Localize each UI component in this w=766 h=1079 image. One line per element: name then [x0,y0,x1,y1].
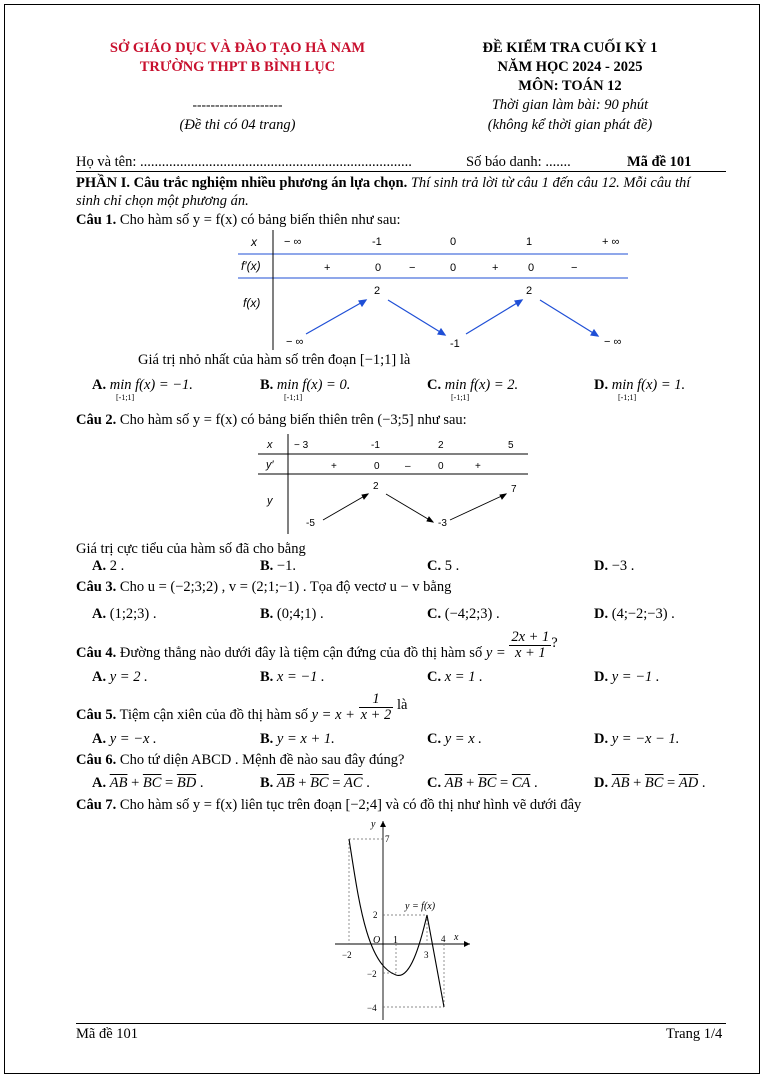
q2-stem: Câu 2. Cho hàm số y = f(x) có bảng biến thiên trên (−3;5] như sau: [76,412,467,428]
q5-option-d[interactable]: D. y = −x − 1. [594,731,680,747]
q7-x-tick: 1 [393,935,398,946]
q2-x-value: 5 [508,440,514,451]
q4-option-c[interactable]: C. x = 1 . [427,669,483,685]
q1-f-value: 2 [374,285,381,297]
q1-f-value: − ∞ [286,336,304,348]
q2-option-a[interactable]: A. 2 . [92,558,125,574]
school-name: TRƯỜNG THPT B BÌNH LỤC [139,59,336,75]
q2-option-b[interactable]: B. −1. [260,558,296,574]
q3-option-a[interactable]: A. (1;2;3) . [92,606,157,622]
q2-y-value: 7 [511,484,517,495]
q1-option-a[interactable]: A. min f(x) = −1. [92,377,193,393]
q7-y-tick: 2 [373,910,378,920]
q6-option-c[interactable]: C. $\overline{AB} + \overline{BC} = \overline{CA}$ . [427,775,538,791]
q1-x-value: -1 [372,236,382,248]
q1-x-value: + ∞ [602,236,620,248]
q1-sign: 0 [375,262,382,274]
q7-stem: Câu 7. Cho hàm số y = f(x) liên tục trên đoạn [−2;4] và có đồ thị như hình vẽ dưới đây [76,797,582,813]
q7-y-tick: 7 [385,834,390,844]
q6-option-d[interactable]: D. $\overline{AB} + \overline{BC} = \overline{AD}$ . [594,775,706,791]
exam-title: ĐỀ KIỂM TRA CUỐI KỲ 1 [482,40,658,56]
q1-x-value: − ∞ [284,236,302,248]
q1-variation-table [238,230,633,350]
q2-sign: + [475,461,481,472]
q1-f-value: -1 [450,338,460,350]
q6-option-a[interactable]: A. $\overline{AB} + \overline{BC} = \overline{BD}$ . [92,775,204,791]
q1-f-value: 2 [526,285,533,297]
q1-option-c-sub: [-1;1] [451,393,470,402]
q2-option-d[interactable]: D. −3 . [594,558,635,574]
q1-x-value: 0 [450,236,457,248]
q1-f-label: f(x) [243,296,261,310]
q7-curve [349,839,444,1007]
q2-y-value: -3 [438,518,447,529]
q2-x-value: 2 [438,440,444,451]
student-id-field: Số báo danh: ....... [466,154,571,170]
q2-y-value: 2 [373,481,379,492]
subject: MÔN: TOÁN 12 [518,78,622,94]
part1-line2: sinh chỉ chọn một phương án. [76,193,249,209]
q5-option-c[interactable]: C. y = x . [427,731,482,747]
q4-option-d[interactable]: D. y = −1 . [594,669,660,685]
q7-y-axis-label: y [371,819,376,830]
q1-option-c[interactable]: C. min f(x) = 2. [427,377,519,393]
q5-option-b[interactable]: B. y = x + 1. [260,731,335,747]
q2-sign: 0 [438,461,444,472]
q2-x-value: -1 [371,440,380,451]
q1-option-b-sub: [-1;1] [284,393,303,402]
footer-code: Mã đề 101 [76,1026,139,1042]
q1-sign: 0 [528,262,535,274]
q2-x-label: x [267,439,273,451]
exam-code: Mã đề 101 [627,154,692,170]
q2-x-value: − 3 [294,440,309,451]
q4-option-b[interactable]: B. x = −1 . [260,669,325,685]
q1-option-b[interactable]: B. min f(x) = 0. [260,377,351,393]
q1-option-d-sub: [-1;1] [618,393,637,402]
part1-line1: PHẦN I. Câu trắc nghiệm nhiều phương án lựa chọn. Thí sinh trả lời từ câu 1 đến câu 12. Mỗi câu thí [76,175,691,191]
pages-note: (Đề thi có 04 trang) [179,117,296,133]
q1-stem: Câu 1. Cho hàm số y = f(x) có bảng biến thiên như sau: [76,212,401,228]
q2-y-label: y [267,495,273,507]
q4-option-a[interactable]: A. y = 2 . [92,669,148,685]
header-dashes: -------------------- [192,97,283,112]
student-name-field: Họ và tên: ........................................................................... [76,154,412,170]
q7-y-tick: −4 [367,1003,377,1013]
q7-x-tick: −2 [342,950,352,960]
q5-option-a[interactable]: A. y = −x . [92,731,157,747]
q7-y-tick: −2 [367,969,377,979]
q3-stem: Câu 3. Cho u = (−2;3;2) , v = (2;1;−1) . Tọa độ vectơ u − v bằng [76,579,452,595]
q1-sign: + [492,262,499,274]
q3-option-c[interactable]: C. (−4;2;3) . [427,606,500,622]
q5-fraction: $\frac{1}{x + 2}$ [360,691,392,723]
time-note: (không kể thời gian phát đề) [487,117,653,133]
student-line-rule [76,171,726,172]
q7-x-tick: 4 [441,934,446,944]
q1-x-label: x [251,235,257,249]
q4-stem: Câu 4. Đường thẳng nào dưới đây là tiệm cận đứng của đồ thị hàm số y = $\frac{2x + 1}{x + 1}$ ? [76,629,558,661]
q7-x-tick: 3 [424,950,429,960]
q2-sign: + [331,461,337,472]
footer-page: Trang 1/4 [666,1026,723,1042]
q1-x-value: 1 [526,236,533,248]
exam-time: Thời gian làm bài: 90 phút [491,97,649,113]
q5-stem: Câu 5. Tiệm cận xiên của đồ thị hàm số y = x + $\frac{1}{x + 2}$ là [76,691,408,723]
q1-sign: − [571,262,578,274]
q1-fp-label: f′(x) [241,259,261,273]
q7-curve-label: y = f(x) [405,901,436,912]
q2-option-c[interactable]: C. 5 . [427,558,460,574]
q2-variation-table [258,434,533,534]
q1-option-a-sub: [-1;1] [116,393,135,402]
q7-function-graph [330,815,480,1023]
q1-f-value: − ∞ [604,336,622,348]
q6-option-b[interactable]: B. $\overline{AB} + \overline{BC} = \overline{AC}$ . [260,775,370,791]
q3-option-b[interactable]: B. (0;4;1) . [260,606,324,622]
q7-x-axis-label: x [454,932,459,943]
q1-sign: + [324,262,331,274]
q7-origin-label: O [373,935,381,946]
q4-fraction: $\frac{2x + 1}{x + 1}$ [511,629,550,661]
q1-sign: 0 [450,262,457,274]
q2-y-value: -5 [306,518,315,529]
q3-option-d[interactable]: D. (4;−2;−3) . [594,606,675,622]
q1-question: Giá trị nhỏ nhất của hàm số trên đoạn [−1;1] là [138,352,411,368]
q2-sign: – [405,461,411,472]
q1-option-d[interactable]: D. min f(x) = 1. [594,377,686,393]
school-year: NĂM HỌC 2024 - 2025 [497,59,643,75]
q2-sign: 0 [374,461,380,472]
q2-question: Giá trị cực tiểu của hàm số đã cho bằng [76,541,306,557]
q1-sign: − [409,262,416,274]
dept-name: SỞ GIÁO DỤC VÀ ĐÀO TẠO HÀ NAM [109,40,366,56]
q2-yp-label: y′ [266,459,274,471]
footer-rule [76,1023,726,1024]
q6-stem: Câu 6. Cho tứ diện ABCD . Mệnh đề nào sau đây đúng? [76,752,405,768]
